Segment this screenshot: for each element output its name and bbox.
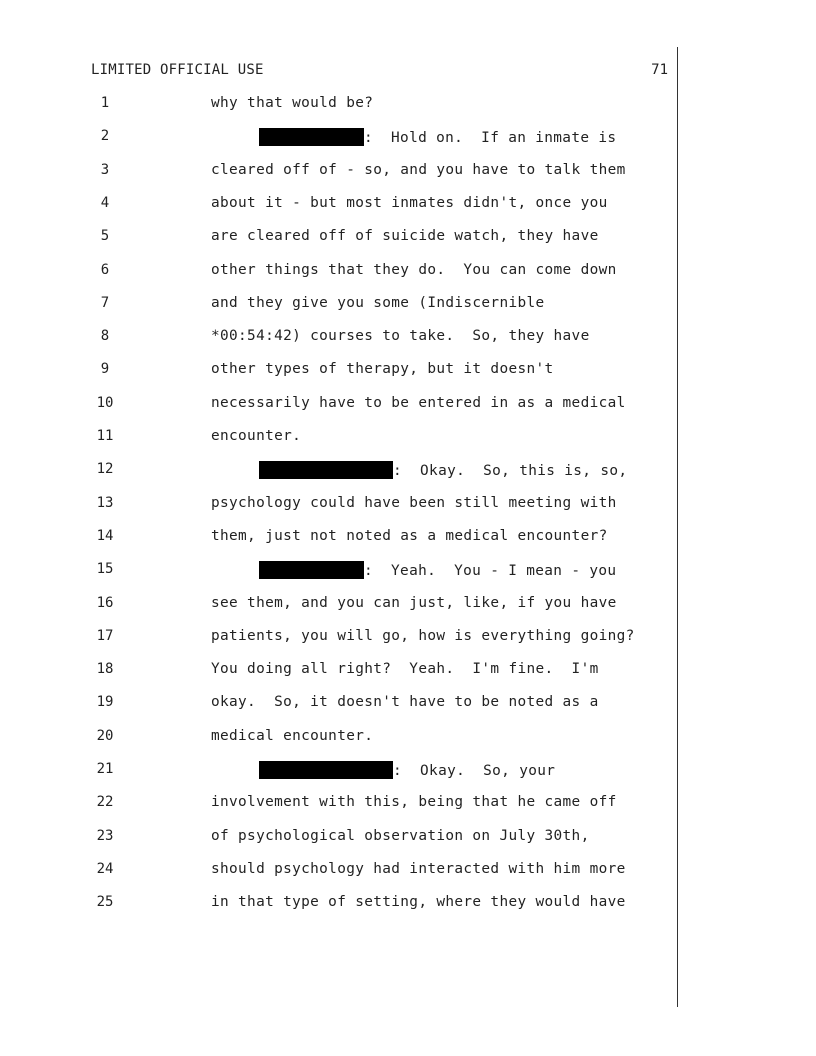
- line-text: other things that they do. You can come down: [211, 261, 617, 278]
- speaker-line: [259, 461, 627, 479]
- line-text: : Hold on. If an inmate is: [364, 130, 617, 147]
- redaction-box: [259, 561, 364, 579]
- transcript-line: [0, 95, 816, 119]
- line-number: 4: [100, 194, 110, 211]
- transcript-line: [0, 794, 816, 818]
- line-text: encounter.: [211, 428, 302, 444]
- transcript-line: [0, 861, 816, 885]
- line-number: 18: [96, 661, 114, 678]
- classification-header: LIMITED OFFICIAL USE: [91, 62, 264, 78]
- speaker-line: [259, 761, 555, 779]
- transcript-line: [0, 828, 816, 852]
- line-text: cleared off of - so, and you have to talk them: [211, 161, 626, 178]
- line-text: in that type of setting, where they would have: [211, 894, 626, 911]
- transcript-line: [0, 694, 816, 718]
- line-text: of psychological observation on July 30th,: [211, 827, 590, 844]
- line-text: should psychology had interacted with him more: [211, 860, 626, 877]
- line-text: them, just not noted as a medical encounter?: [211, 527, 608, 544]
- line-number: 24: [96, 860, 114, 877]
- line-text: okay. So, it doesn't have to be noted as a: [211, 694, 599, 711]
- line-number: 16: [96, 594, 114, 611]
- speaker-line: [259, 128, 616, 146]
- transcript-line: [0, 195, 816, 219]
- line-number: 9: [100, 361, 110, 378]
- transcript-line: [0, 295, 816, 319]
- line-text: why that would be?: [211, 95, 374, 111]
- transcript-line: [0, 228, 816, 252]
- line-number: 3: [100, 161, 110, 178]
- transcript-line: [0, 728, 816, 752]
- line-number: 15: [96, 561, 114, 578]
- line-number: 14: [96, 527, 114, 544]
- transcript-line: [0, 128, 816, 152]
- line-text: psychology could have been still meeting with: [211, 494, 617, 511]
- line-text: : Yeah. You - I mean - you: [364, 563, 617, 580]
- line-text: involvement with this, being that he came off: [211, 794, 617, 811]
- line-number: 11: [96, 428, 114, 444]
- line-number: 12: [96, 461, 114, 478]
- transcript-line: [0, 262, 816, 286]
- line-number: 1: [100, 95, 110, 111]
- line-text: necessarily have to be entered in as a medical: [211, 394, 626, 411]
- page-number: 71: [651, 62, 668, 78]
- redaction-box: [259, 761, 393, 779]
- line-text: medical encounter.: [211, 727, 374, 744]
- line-number: 19: [96, 694, 114, 711]
- line-number: 20: [96, 727, 114, 744]
- line-text: about it - but most inmates didn't, once you: [211, 194, 608, 211]
- transcript-line: [0, 595, 816, 619]
- line-text: : Okay. So, this is, so,: [393, 463, 628, 480]
- line-text: see them, and you can just, like, if you have: [211, 594, 617, 611]
- line-number: 8: [100, 328, 110, 345]
- line-number: 17: [96, 627, 114, 644]
- line-text: and they give you some (Indiscernible: [211, 294, 545, 311]
- transcript-line: [0, 395, 816, 419]
- line-text: You doing all right? Yeah. I'm fine. I'm: [211, 661, 599, 678]
- line-text: : Okay. So, your: [393, 763, 556, 779]
- line-number: 25: [96, 894, 114, 911]
- line-number: 5: [100, 228, 110, 245]
- transcript-line: [0, 661, 816, 685]
- line-text: patients, you will go, how is everything going?: [211, 627, 635, 644]
- transcript-line: [0, 628, 816, 652]
- line-number: 2: [100, 128, 110, 145]
- speaker-line: [259, 561, 616, 579]
- transcript-line: [0, 162, 816, 186]
- line-text: are cleared off of suicide watch, they have: [211, 228, 599, 245]
- line-number: 13: [96, 494, 114, 511]
- redaction-box: [259, 128, 364, 146]
- line-number: 10: [96, 394, 114, 411]
- transcript-line: [0, 328, 816, 352]
- line-number: 7: [100, 294, 110, 311]
- line-number: 22: [96, 794, 114, 811]
- line-text: other types of therapy, but it doesn't: [211, 361, 554, 378]
- transcript-line: [0, 495, 816, 519]
- line-text: *00:54:42) courses to take. So, they have: [211, 328, 590, 345]
- transcript-line: [0, 561, 816, 585]
- redaction-box: [259, 461, 393, 479]
- transcript-line: [0, 894, 816, 918]
- line-number: 23: [96, 827, 114, 844]
- line-number: 6: [100, 261, 110, 278]
- transcript-line: [0, 761, 816, 785]
- line-number: 21: [96, 761, 114, 777]
- transcript-line: [0, 461, 816, 485]
- transcript-line: [0, 428, 816, 452]
- transcript-line: [0, 361, 816, 385]
- transcript-line: [0, 528, 816, 552]
